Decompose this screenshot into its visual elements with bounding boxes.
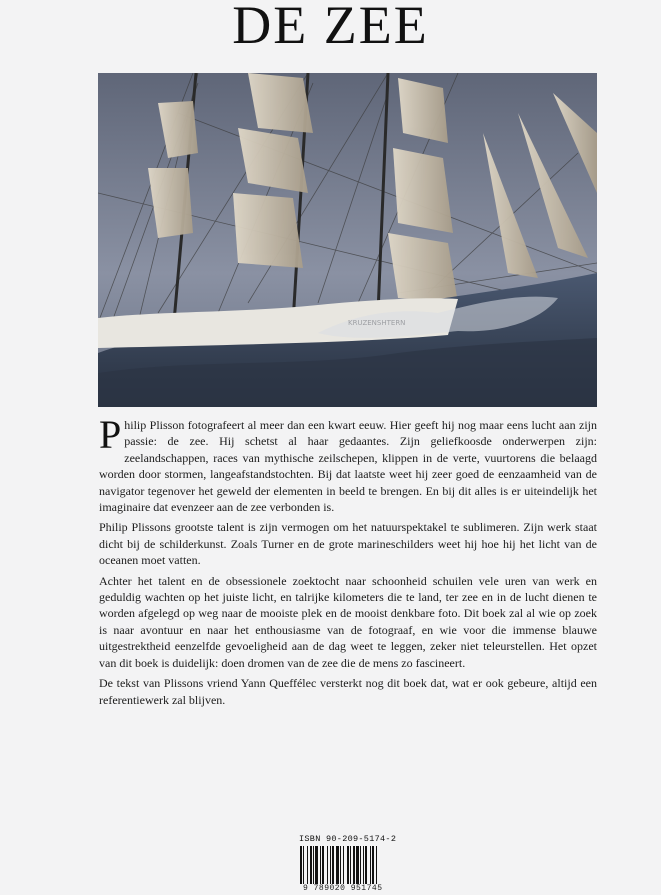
drop-cap: P xyxy=(99,412,122,457)
paragraph-3: Achter het talent en de obsessionele zoektocht naar schoonheid schuilen vele uren van werk en geduldig wachten op het juiste licht, en talrijke kilometers die te land, ter zee en in de lucht dienen te worden afgelegd op weg naar de mooiste plek en de mooist denkbare foto. Dit boek zal al wie op zoek is naar avontuur en naar het enthousiasme van de fotograaf, en wie voor die immense blauwe uitgestrektheid eenzelfde gevoeligheid aan de dag weet te leggen, zeker niet teleurstellen. Het opzet van dit boek is duidelijk: doen dromen van de zee die de mens zo fascineert. xyxy=(99,573,597,670)
back-cover-text xyxy=(99,412,597,712)
isbn-label: ISBN 90-209-5174-2 xyxy=(299,834,397,844)
paragraph-2: Philip Plissons grootste talent is zijn vermogen om het natuurspektakel te sublimeren. Zijn werk staat dicht bij de schilderkunst. Zoals Turner en de grote marineschilders weet hij hoe hij het licht van de oceanen moet vatten. xyxy=(99,520,597,568)
paragraph-1-text: hilip Plisson fotografeert al meer dan een kwart eeuw. Hier geeft hij nog maar eens lucht aan zijn passie: de zee. Hij schetst al haar gedaantes. Zijn geliefkoosde onderwerpen zijn: zeelandschappen, races van mythische zeilschepen, klippen in de verte, vuurtorens die belaagd worden door stormen, langeafstandstochten. Bij dat laatste weet hij zeer goed de eenzaamheid van de navigator tegenover het geweld der elementen in beeld te brengen. En bij dit alles is er uiteindelijk het imaginaire dat evenzeer aan de zee verbonden is. xyxy=(99,418,597,515)
cover-photo-tall-ship xyxy=(98,73,597,407)
barcode-digits: 9 789020 951745 xyxy=(303,884,403,893)
ship-illustration xyxy=(98,73,597,407)
paragraph-1 xyxy=(99,412,597,515)
paragraph-4: De tekst van Plissons vriend Yann Queffélec versterkt nog dit boek dat, wat er ook gebeure, altijd een referentiewerk zal blijven. xyxy=(99,676,597,707)
book-title: DE ZEE xyxy=(232,0,429,55)
